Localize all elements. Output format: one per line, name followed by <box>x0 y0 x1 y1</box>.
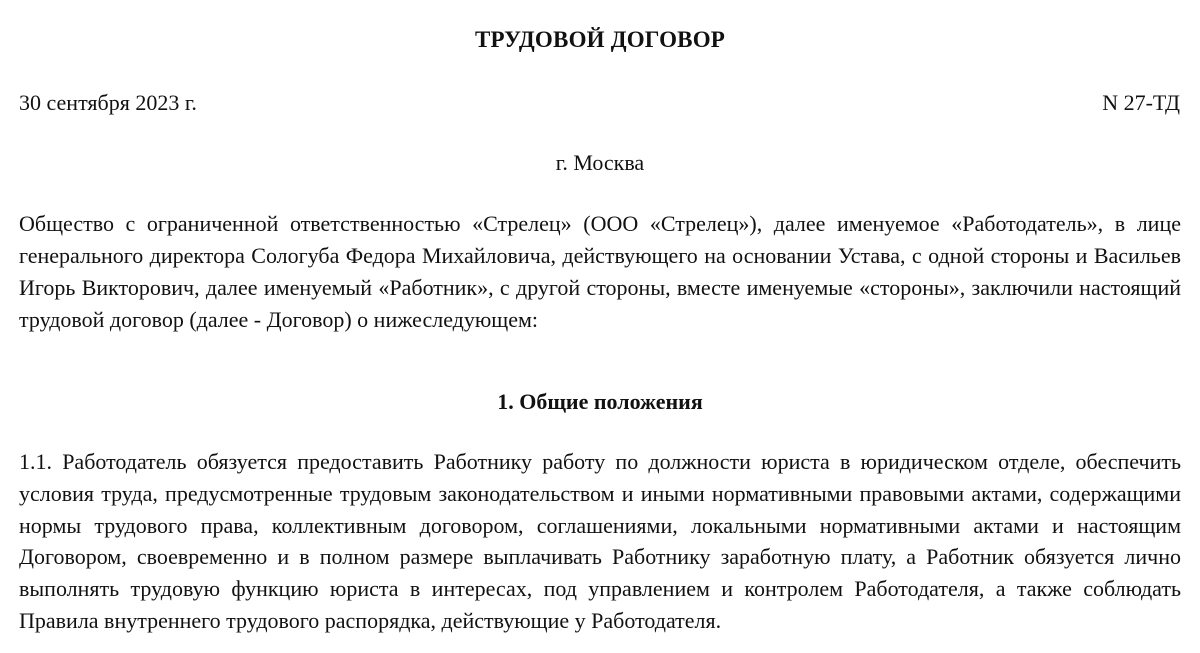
contract-date: 30 сентября 2023 г. <box>19 90 197 115</box>
section-heading-general-provisions: 1. Общие положения <box>497 389 703 414</box>
contract-number: N 27-ТД <box>1102 90 1180 115</box>
clause-1-1: 1.1. Работодатель обязуется предоставить Работнику работу по должности юриста в юридическом отделе, обеспечить условия труда, предусмотренные трудовым законодательством и иными нормативными правовыми актами, содержащими нормы трудового права, коллективным договором, соглашениями, локальными нормативными актами и настоящим Договором, своевременно и в полном размере выплачивать Работнику заработную плату, а Работник обязуется лично выполнять трудовую функцию юриста в интересах, под управлением и контролем Работодателя, а также соблюдать Правила внутреннего трудового распорядка, действующие у Работодателя. <box>19 449 1181 633</box>
document-title: ТРУДОВОЙ ДОГОВОР <box>474 27 726 52</box>
contract-city: г. Москва <box>555 150 645 175</box>
intro-paragraph: Общество с ограниченной ответственностью «Стрелец» (ООО «Стрелец»), далее именуемое «Работодатель», в лице генерального директора Сологуба Федора Михайловича, действующего на основании Устава, с одной стороны и Васильев Игорь Викторович, далее именуемый «Работник», с другой стороны, вместе именуемые «стороны», заключили настоящий трудовой договор (далее - Договор) о нижеследующем: <box>19 211 1181 332</box>
